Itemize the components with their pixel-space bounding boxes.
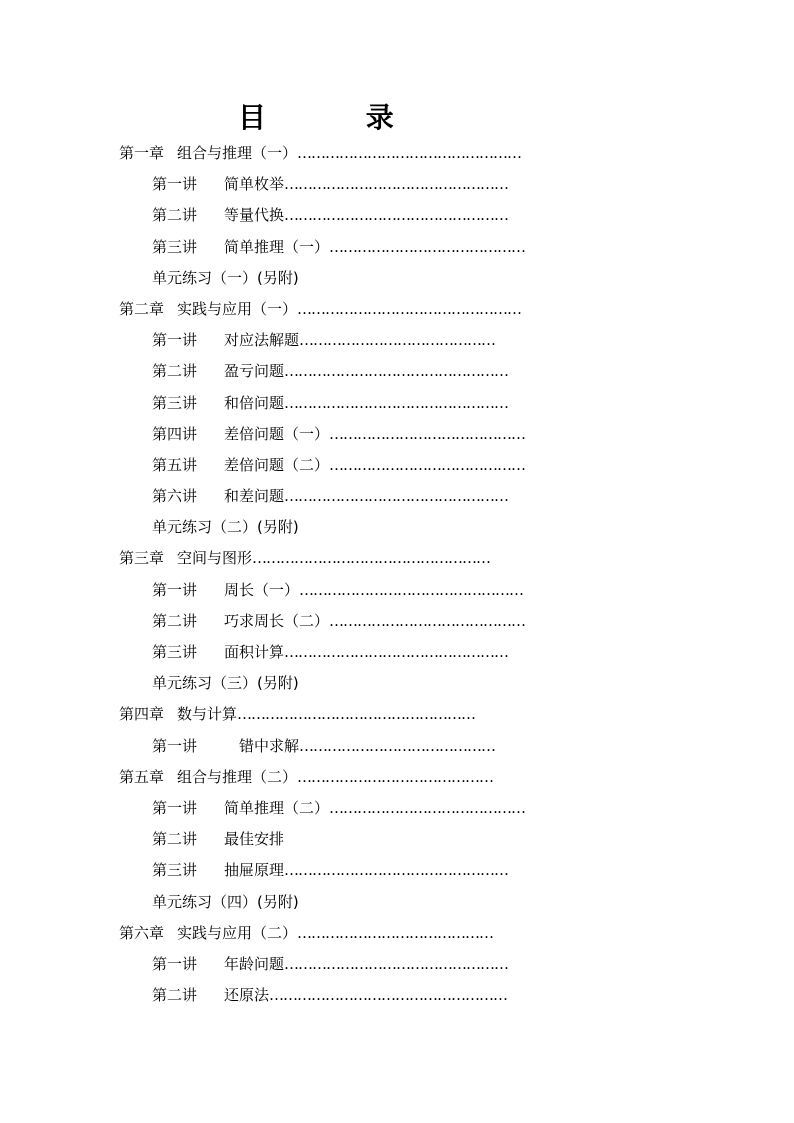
toc-lecture-entry [0,731,794,762]
toc-dot-leader: ………………………………………… [284,861,509,880]
toc-dot-leader: ………………………………………… [284,643,509,661]
toc-lecture-entry [0,481,794,512]
toc-dot-leader: …………………………………… [299,331,496,350]
toc-dot-leader: ………………………………………… [284,362,509,381]
toc-lecture-entry [0,419,794,450]
toc-lecture-entry [0,450,794,481]
toc-entry-title: 单元练习（三）(另附) [152,674,299,693]
toc-dot-leader: ………………………………………… [284,954,509,973]
toc-dot-leader: …………………………………………… [269,986,508,1005]
toc-lecture-entry [0,824,794,855]
toc-exercise-entry [0,512,794,543]
toc-dot-leader: ………………………………………… [299,580,524,599]
toc-entry-number: 第一讲 [152,175,198,194]
toc-entry-number: 第二讲 [152,206,198,225]
toc-lecture-entry [0,606,794,637]
toc-entry-number: 第一讲 [152,954,198,973]
toc-exercise-entry [0,887,794,918]
toc-lecture-entry [0,575,794,606]
toc-entry-number: 第一章 [119,144,165,162]
toc-entry-title: 实践与应用（二） [177,923,298,942]
toc-entry-title: 简单枚举 [224,175,285,194]
toc-entry-title: 盈亏问题 [224,362,285,381]
toc-entry-number: 第三讲 [152,861,198,880]
toc-entry-number: 第五章 [119,767,165,786]
toc-lecture-entry [0,169,794,200]
toc-lecture-entry [0,200,794,231]
toc-entry-title: 组合与推理（一） [177,144,298,162]
table-of-contents [0,138,794,1011]
toc-dot-leader: …………………………………… [329,798,526,817]
toc-lecture-entry [0,637,794,668]
toc-entry-title: 巧求周长（二） [224,611,330,630]
toc-entry-title: 单元练习（四）(另附) [152,892,299,911]
toc-entry-title: 单元练习（二）(另附) [152,518,299,537]
toc-entry-number: 第五讲 [152,455,198,474]
toc-entry-number: 第三讲 [152,237,198,256]
toc-exercise-entry [0,668,794,699]
toc-entry-title: 最佳安排 [224,830,285,849]
toc-dot-leader: ………………………………………… [297,299,522,318]
toc-chapter-entry [0,543,794,574]
toc-entry-title: 实践与应用（一） [177,299,298,318]
toc-entry-title: 简单推理（二） [224,798,330,817]
toc-entry-number: 第四讲 [152,424,198,443]
toc-dot-leader: …………………………………… [297,923,494,942]
toc-entry-title: 组合与推理（二） [177,767,298,786]
toc-entry-title: 周长（一） [224,580,300,599]
toc-chapter-entry [0,918,794,949]
toc-entry-number: 第二章 [119,299,165,318]
toc-dot-leader: …………………………………… [329,424,526,443]
toc-dot-leader: ………………………………………… [297,144,522,162]
toc-entry-title: 空间与图形 [177,549,253,568]
toc-entry-title: 面积计算 [224,643,285,661]
toc-lecture-entry [0,949,794,980]
toc-chapter-entry [0,762,794,793]
toc-dot-leader: ………………………………………… [284,175,509,194]
toc-entry-title: 对应法解题 [224,331,300,350]
toc-dot-leader: ………………………………………… [284,393,509,412]
toc-chapter-entry [0,138,794,169]
toc-entry-title: 错中求解 [224,736,300,755]
toc-entry-title: 和差问题 [224,487,285,506]
toc-dot-leader: …………………………………… [329,455,526,474]
toc-lecture-entry [0,855,794,886]
toc-entry-title: 还原法 [224,986,270,1005]
toc-dot-leader: …………………………………… [299,736,496,755]
toc-entry-number: 第二讲 [152,611,198,630]
toc-entry-number: 第三讲 [152,643,198,661]
toc-entry-number: 第一讲 [152,580,198,599]
toc-entry-title: 数与计算 [177,705,238,724]
page-title [238,98,394,138]
toc-entry-title: 和倍问题 [224,393,285,412]
toc-entry-number: 第三章 [119,549,165,568]
toc-dot-leader: …………………………………………… [252,549,491,568]
toc-entry-title: 简单推理（一） [224,237,330,256]
toc-dot-leader: …………………………………… [297,767,494,786]
toc-chapter-entry [0,699,794,730]
toc-entry-title: 年龄问题 [224,954,285,973]
title-part-2: 录 [365,101,394,134]
toc-entry-title: 差倍问题（一） [224,424,330,443]
title-part-1: 目 [238,101,267,134]
toc-dot-leader: …………………………………………… [237,705,476,724]
toc-entry-number: 第六讲 [152,487,198,506]
toc-lecture-entry [0,388,794,419]
toc-entry-number: 第三讲 [152,393,198,412]
toc-lecture-entry [0,232,794,263]
toc-entry-number: 第一讲 [152,798,198,817]
toc-dot-leader: …………………………………… [329,237,526,256]
toc-entry-title: 差倍问题（二） [224,455,330,474]
toc-lecture-entry [0,793,794,824]
toc-entry-number: 第二讲 [152,986,198,1005]
toc-dot-leader: ………………………………………… [284,487,509,506]
toc-entry-title: 等量代换 [224,206,285,225]
toc-exercise-entry [0,263,794,294]
toc-lecture-entry [0,980,794,1011]
toc-entry-title: 抽屉原理 [224,861,285,880]
toc-entry-number: 第四章 [119,705,165,724]
toc-entry-number: 第二讲 [152,362,198,381]
toc-entry-number: 第二讲 [152,830,198,849]
toc-dot-leader: ………………………………………… [284,206,509,225]
toc-dot-leader: …………………………………… [329,611,526,630]
toc-entry-number: 第一讲 [152,331,198,350]
toc-lecture-entry [0,356,794,387]
toc-lecture-entry [0,325,794,356]
toc-entry-title: 单元练习（一）(另附) [152,268,299,287]
toc-entry-number: 第一讲 [152,736,198,755]
toc-entry-number: 第六章 [119,923,165,942]
toc-chapter-entry [0,294,794,325]
